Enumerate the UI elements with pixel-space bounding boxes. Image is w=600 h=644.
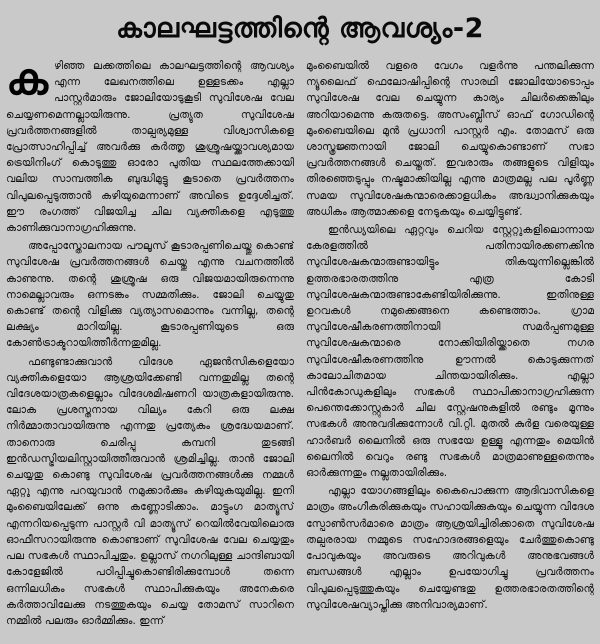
paragraph: മുംബൈയിൽ വളരെ വേഗം വളർന്നു പന്തലിക്കുന്ന ന്യൂലൈഫ് ഫെലോഷിപ്പിന്റെ സാരഥി ജോലിയോടൊപ്പം സുവിശേഷ വേല ചെയ്യുന്ന കാര്യം ചിലർക്കെങ്കിലും അറിയാമെന്നു കരുതട്ടെ. അസംബ്ലീസ് ഓഫ് ഗോഡിന്റെ മുംബൈയിലെ മുൻ പ്രധാനി പാസ്റ്റർ എം. തോമസ് ഒരു ശാസ്ത്രജ്ഞനായി ജോലി ചെയ്യുകൊണ്ടാണ് സഭാ പ്രവർത്തനങ്ങൾ ചെയ്തത്. ഇവരാരും തങ്ങളുടെ വിളിയും തിരഞ്ഞെടുപ്പും നഷ്ടമാക്കിയില്ല എന്നു മാത്രമല്ല പല പൂർണ്ണ സമയ സുവിശേഷകന്മാരെക്കാളധികം അദ്ധ്വാനിക്കുകയും അധികം ആത്മാക്കളെ നേടുകയും ചെയ്യിട്ടുണ്ട്. bbox=[306, 60, 594, 218]
paragraph bbox=[6, 58, 294, 236]
paragraph: അപ്പോസ്തോലനായ പൗലൂസ് കൂടാരപ്പണിചെയ്തു കൊണ്ട് സുവിശേഷ പ്രവർത്തനങ്ങൾ ചെയ്തു എന്നു വചനത്തിൽ കാണുന്നു. തന്റെ ശുശ്രൂഷ ഒരു വിജയമായിരുന്നെന്നു നാമെല്ലാവരും ഒന്നടങ്കം സമ്മതിക്കും. ജോലി ചെയ്യുതു കൊണ്ട് തന്റെ വിളിക്കു വ്യത്യാസമൊന്നും വന്നില്ല, തന്റെ ലക്ഷ്യം മാറിയില്ല. കൂടാരപ്പണിയുടെ ഒരു കോൺട്രാക്ടറായിത്തീർന്നതുമില്ല. bbox=[6, 240, 294, 350]
article-title: കാലഘട്ടത്തിന്റെ ആവശ്യം-2 bbox=[116, 13, 484, 44]
drop-cap: ക bbox=[6, 58, 48, 105]
paragraph: ഇൻഡ്യയിലെ ഏറ്റവും ചെറിയ സ്റ്റേറ്റുകളിലൊന്നായ കേരളത്തിൽ പതിനായിരക്കണക്കിനു സുവിശേഷകന്മാരുണ്ടായിട്ടും തികയുന്നില്ലെങ്കിൽ ഉത്തരഭാരതത്തിനു എത്ര കോടി സുവിശേഷകന്മാരുണ്ടാകേണ്ടിയിരിക്കുന്നു. ഇതിനുള്ള ഉറവകൾ നമുക്കെങ്ങനെ കണ്ടെത്താം. ഗ്രാമ സുവിശേഷീകരണത്തിനായി സമർപ്പണമുള്ള സുവിശേഷകന്മാരെ നോക്കിയിരിയ്ക്കാതെ നഗര സുവിശേഷീകരണത്തിനു ഊന്നൽ കൊടുക്കുന്നത് കാലോചിതമായ ചിന്തയായിരിക്കും. എല്ലാ പിൻകോഡുകളിലും സഭകൾ സ്ഥാപിക്കാനാഗ്രഹിക്കുന്ന പെന്തെക്കോസ്റ്റുകാർ ചില സ്റ്റേഷനുകളിൽ രണ്ടും മൂന്നും സഭകൾ അനുവദിക്കുന്നോൾ വി.റ്റി. മുതൽ കുർള വരെയുള്ള ഹാർബർ ലൈനിൽ ഒരു സഭയേ ഉള്ളൂ എന്നതും മെയിൻ ലൈനിൽ വെറും രണ്ടു സഭകൾ മാത്രമാണുള്ളതെന്നും ഓർക്കുന്നതും നല്ലതായിരിക്കും. bbox=[306, 224, 594, 480]
article-body bbox=[6, 58, 594, 636]
paragraph: എല്ലാ യോഗങ്ങളിലും കൈപൊക്കുന്ന ആദിവാസികളെ മാത്രം അംഗീകരിക്കുകയും സഹായിക്കുകയും ചെയ്യുന്ന വിദേശ സ്പോൺസർമാരെ മാത്രം ആശ്രയിച്ചിരിക്കാതെ സുവിശേഷ തല്പരരായ നമ്മുടെ സഹോദരങ്ങളെയും ചേർത്തുകൊണ്ടു പോവുകയും അവരുടെ അറിവുകൾ അനുഭവങ്ങൾ ബന്ധങ്ങൾ എല്ലാം ഉപയോഗിച്ചു പ്രവർത്തനം വിപുലപ്പെടുത്തുകയും ചെയ്യേണ്ടതു ഉത്തരഭാരതത്തിന്റെ സുവിശേഷവ്യാപ്തിക്കു അനിവാര്യമാണ്. bbox=[306, 485, 594, 611]
left-column bbox=[6, 58, 294, 636]
paragraph-text: ഴിഞ്ഞ ലക്കത്തിലെ കാലഘട്ടത്തിന്റെ ആവശ്യം എന്ന ലേഖനത്തിലെ ഉള്ളടക്കം എല്ലാ പാസ്റ്റർമാരും ജോലിയോടുകൂടി സുവിശേഷ വേല ചെയ്യണമെന്നല്ലായിരുന്നു. പ്രത്യുത സുവിശേഷ പ്രവർത്തനങ്ങളിൽ താല്പര്യമുള്ള വിശ്വാസികളെ പ്രോത്സാഹിപ്പിച്ച് അവർക്കു കർത്തൃ ശുശ്രൂഷയ്ക്കാവശ്യമായ ട്രെയിനിംഗ് കൊടുത്തു ഓരോ പുതിയ സ്ഥലത്തേക്കായി വലിയ സാമ്പത്തിക ബുദ്ധിമുട്ടു കൂടാതെ പ്രവർത്തനം വിപുലപ്പെടുത്താൻ കഴിയുമെന്നാണ് അവിടെ ഉദ്ദേശിച്ചത്. ഈ രംഗത്ത് വിജയിച്ച ചില വ്യക്തികളെ എടുത്തു കാണിക്കുവാനാഗ്രഹിക്കുന്നു. bbox=[6, 60, 294, 235]
paragraph: ഫണ്ടുണ്ടാക്കുവാൻ വിദേശ ഏജൻസികളെയോ വ്യക്തികളെയോ ആശ്രയിക്കേണ്ടി വന്നതുമില്ല തന്റെ വിദേശയാത്രകളെല്ലാം വിദേശമിഷണറി യാത്രകളായിരുന്നു. ലോക പ്രശസ്തനായ വില്യം കേറി ഒരു ലക്ഷ നിർമ്മാതാവായിരുന്നു എന്നതു പ്രത്യേകം ശ്രദ്ധേയമാണ്. താനൊരു ചെരിപ്പു കമ്പനി തുടങ്ങി ഇൻഡസ്ട്രിയലിസ്റ്റായിത്തീരുവാൻ ശ്രമിച്ചില്ല. താൻ ജോലി ചെയ്യതു കൊണ്ടു സുവിശേഷ പ്രവർത്തനങ്ങൾക്കു നമ്മൾ ഏറ്റു എന്നു പറയുവാൻ നമുക്കാർക്കും കഴിയുകയുമില്ല. ഇനി മുംബൈയിലേക്ക് ഒന്നു കണ്ണോടിക്കാം. മാട്ടുംഗ മാത്യൂസ് എന്നറിയപ്പെടുന്ന പാസ്റ്റർ വി മാത്യൂസ് റെയിൽവേയിലൊരു ഓഫീസറായിരുന്നു കൊണ്ടാണ് സുവിശേഷ വേല ചെയ്യതും പല സഭകൾ സ്ഥാപിച്ചതും. ഉല്ലാസ് നഗറിലുള്ള ചാന്ദിബായി കോളേജിൽ പഠിപ്പിച്ചുകൊണ്ടിരിക്കുമ്പോൾ തന്നെ ഒന്നിലധികം സഭകൾ സ്ഥാപിക്കുകയും അനേകരെ കർത്താവിലേക്കു നടത്തുകയും ചെയ്യ തോമസ് സാറിനെ നമ്മിൽ പലരും ഓർമ്മിക്കും. ഇന്ന് bbox=[6, 355, 294, 627]
right-column bbox=[306, 58, 594, 636]
